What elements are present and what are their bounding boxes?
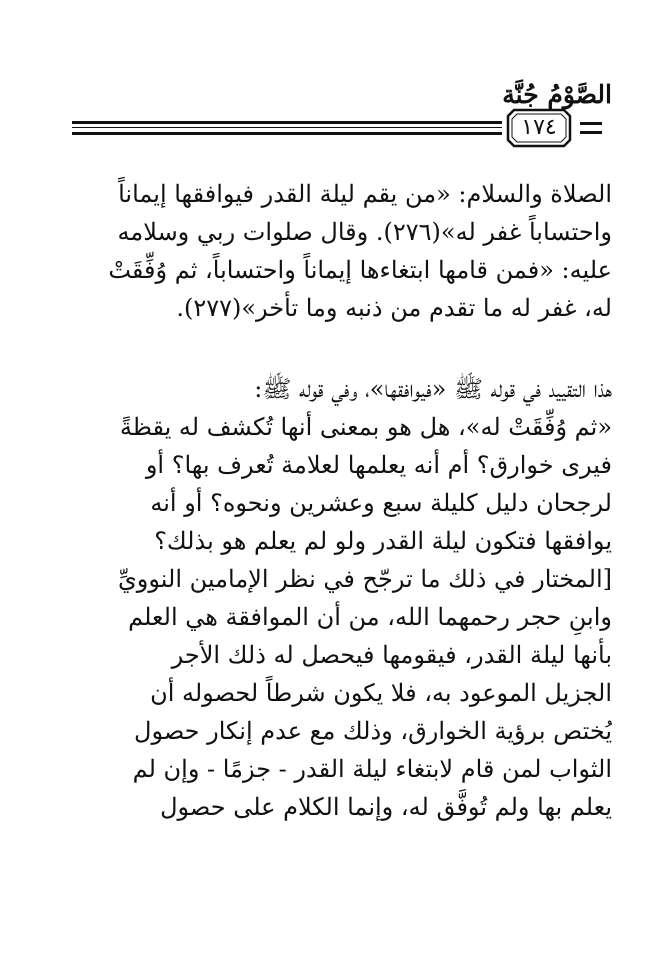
- paragraph-2: [52, 370, 612, 826]
- text-line: «ثم وُفِّقَتْ له»، هل هو بمعنى أنها تُكشف له يقظةً: [119, 413, 612, 441]
- text-line: الجزيل الموعود به، فلا يكون شرطاً لحصوله أن: [150, 679, 612, 707]
- text-line: [المختار في ذلك ما ترجّح في نظر الإمامين النوويِّ: [118, 565, 612, 593]
- text-line: يعلم بها ولم تُوفَّق له، وإنما الكلام على حصول: [160, 793, 612, 821]
- paragraph-1: [52, 175, 612, 327]
- header-dash-top: [580, 122, 602, 125]
- text-line: الصلاة والسلام: «من يقم ليلة القدر فيوافقها إيماناً: [118, 180, 612, 208]
- text-line: واحتساباً غفر له»(٢٧٦). وقال صلوات ربي وسلامه: [117, 218, 612, 246]
- header-rule-top: [72, 121, 502, 124]
- running-title: الصَّوْمُ جُنَّة: [502, 80, 612, 109]
- text-line: يوافقها فتكون ليلة القدر ولو لم يعلم هو بذلك؟: [154, 527, 612, 555]
- text-line: عليه: «فمن قامها ابتغاءها إيماناً واحتساباً، ثم وُفِّقَتْ: [108, 256, 612, 284]
- text-line: له، غفر له ما تقدم من ذنبه وما تأخر»(٢٧٧).: [176, 294, 612, 322]
- header-rule-middle: [72, 127, 502, 128]
- text-line: لرجحان دليل كليلة سبع وعشرين ونحوه؟ أو أنه: [150, 489, 612, 517]
- text-line: يُختص برؤية الخوارق، وذلك مع عدم إنكار حصول: [134, 717, 612, 745]
- page-number-frame: [506, 106, 572, 150]
- header-dash-bottom: [580, 131, 602, 134]
- text-line: فيرى خوارق؟ أم أنه يعلمها لعلامة تُعرف بها؟ أو: [145, 451, 612, 479]
- page-number: ١٧٤: [521, 115, 557, 140]
- text-line: وابنِ حجر رحمهما الله، من أن الموافقة هي العلم: [128, 603, 612, 631]
- header-rule-bottom: [72, 132, 502, 135]
- text-line: بأنها ليلة القدر، فيقومها فيحصل له ذلك الأجر: [171, 641, 612, 669]
- text-line: هذا التقييد في قوله ﷺ «فيوافقها»، وفي قوله ﷺ:: [254, 375, 612, 403]
- text-line: الثواب لمن قام لابتغاء ليلة القدر - جزمًا - وإن لم: [132, 755, 612, 783]
